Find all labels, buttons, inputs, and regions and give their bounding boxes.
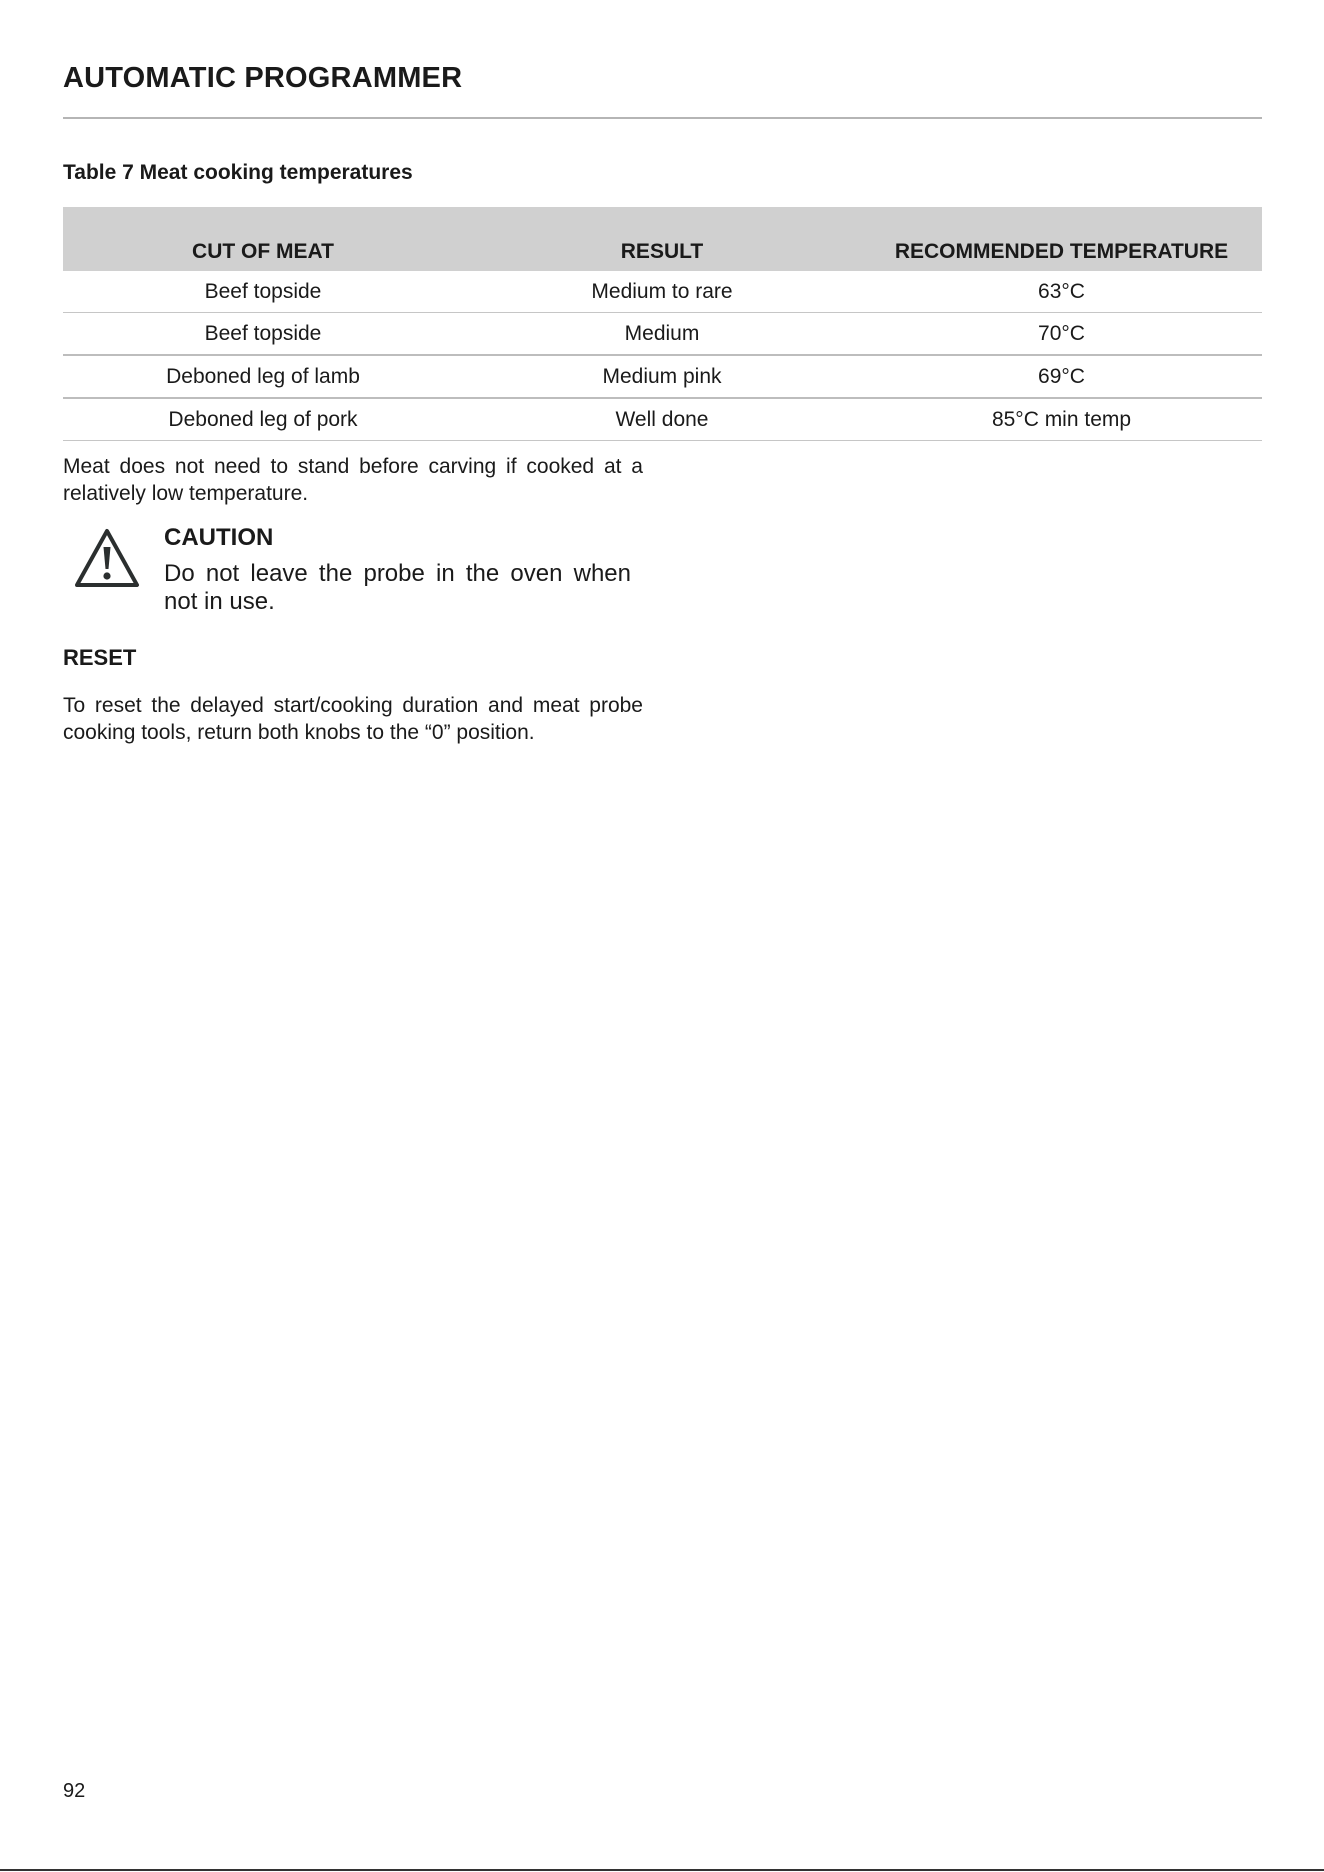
column-header-temperature: RECOMMENDED TEMPERATURE bbox=[861, 207, 1262, 271]
table-row bbox=[63, 398, 1262, 441]
table-row bbox=[63, 313, 1262, 356]
cooking-note: Meat does not need to stand before carving if cooked at a relatively low temperature. bbox=[63, 455, 643, 505]
reset-text: To reset the delayed start/cooking duration and meat probe cooking tools, return both knobs to the “0” position. bbox=[63, 694, 643, 744]
caution-title: CAUTION bbox=[164, 524, 274, 551]
column-header-result: RESULT bbox=[463, 207, 861, 271]
cell-temperature: 85°C min temp bbox=[861, 398, 1262, 441]
cell-cut: Deboned leg of lamb bbox=[63, 355, 463, 398]
cell-cut: Beef topside bbox=[63, 313, 463, 356]
cell-result: Medium pink bbox=[463, 355, 861, 398]
table-caption: Table 7 Meat cooking temperatures bbox=[63, 161, 413, 184]
cell-result: Well done bbox=[463, 398, 861, 441]
page-title: AUTOMATIC PROGRAMMER bbox=[63, 62, 463, 94]
cell-cut: Deboned leg of pork bbox=[63, 398, 463, 441]
column-header-cut: CUT OF MEAT bbox=[63, 207, 463, 271]
cell-temperature: 70°C bbox=[861, 313, 1262, 356]
cell-temperature: 69°C bbox=[861, 355, 1262, 398]
cell-result: Medium bbox=[463, 313, 861, 356]
cell-temperature: 63°C bbox=[861, 271, 1262, 313]
cell-result: Medium to rare bbox=[463, 271, 861, 313]
warning-triangle-icon bbox=[73, 527, 141, 589]
table-row bbox=[63, 355, 1262, 398]
bottom-border bbox=[0, 1869, 1324, 1871]
page-number: 92 bbox=[63, 1780, 86, 1802]
table-header-row bbox=[63, 207, 1262, 271]
cell-cut: Beef topside bbox=[63, 271, 463, 313]
meat-temperature-table bbox=[63, 207, 1262, 441]
title-divider bbox=[63, 117, 1262, 119]
table-row bbox=[63, 271, 1262, 313]
caution-text: Do not leave the probe in the oven when not in use. bbox=[164, 560, 631, 615]
reset-heading: RESET bbox=[63, 645, 137, 670]
